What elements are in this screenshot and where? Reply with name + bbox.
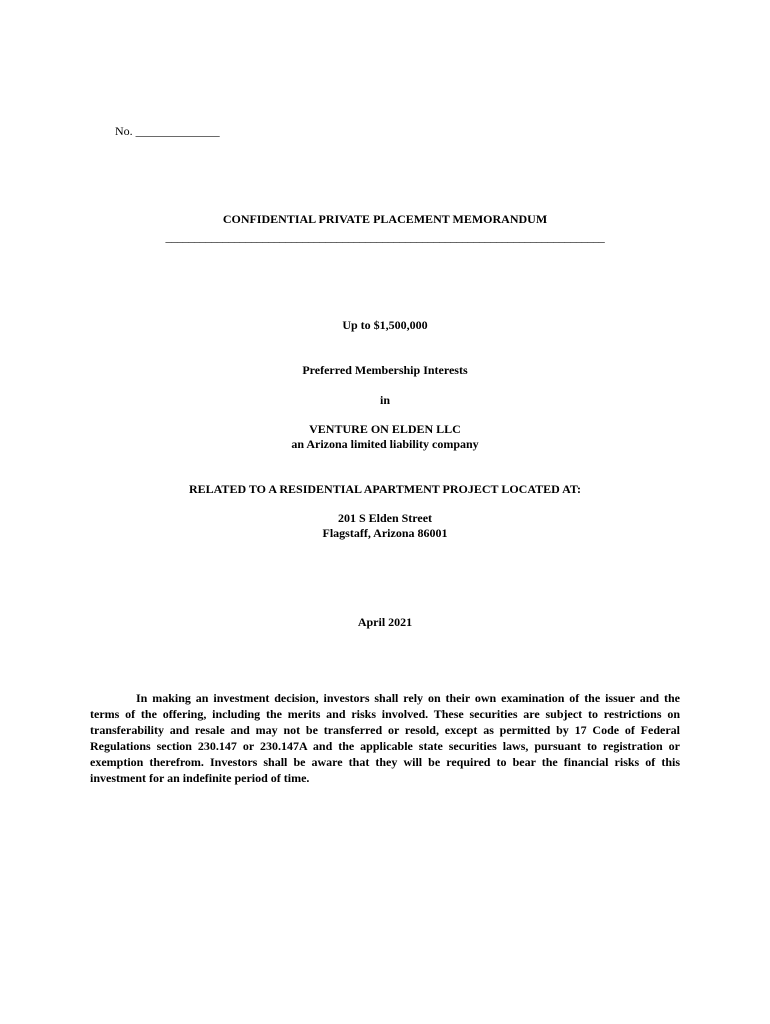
investor-notice-paragraph: In making an investment decision, investors shall rely on their own examination of the issuer and the terms of the offering, including the merits and risks involved. These securities are subject to restrictions on transferability and resale and may not be transferred or resold, except as permitted by 17 Code of Federal Regulations section 230.147 or 230.147A and the applicable state securities laws, pursuant to registration or exemption therefrom. Investors shall be aware that they will be required to bear the financial risks of this investment for an indefinite period of time.	[90, 691, 680, 785]
document-title: CONFIDENTIAL PRIVATE PLACEMENT MEMORANDUM	[222, 212, 548, 226]
offering-connector: in	[379, 393, 390, 407]
project-address-line2: Flagstaff, Arizona 86001	[322, 526, 448, 540]
project-heading: RELATED TO A RESIDENTIAL APARTMENT PROJECT LOCATED AT:	[188, 482, 581, 496]
document-number: No. ______________	[115, 124, 220, 138]
offering-amount: Up to $1,500,000	[342, 318, 428, 332]
issuer-description: an Arizona limited liability company	[291, 437, 479, 451]
document-date: April 2021	[357, 615, 413, 629]
issuer-name: VENTURE ON ELDEN LLC	[309, 422, 461, 436]
project-address-line1: 201 S Elden Street	[337, 511, 433, 525]
title-underline: _____________________________________________________________________________	[165, 230, 605, 244]
offering-security-type: Preferred Membership Interests	[302, 363, 468, 377]
